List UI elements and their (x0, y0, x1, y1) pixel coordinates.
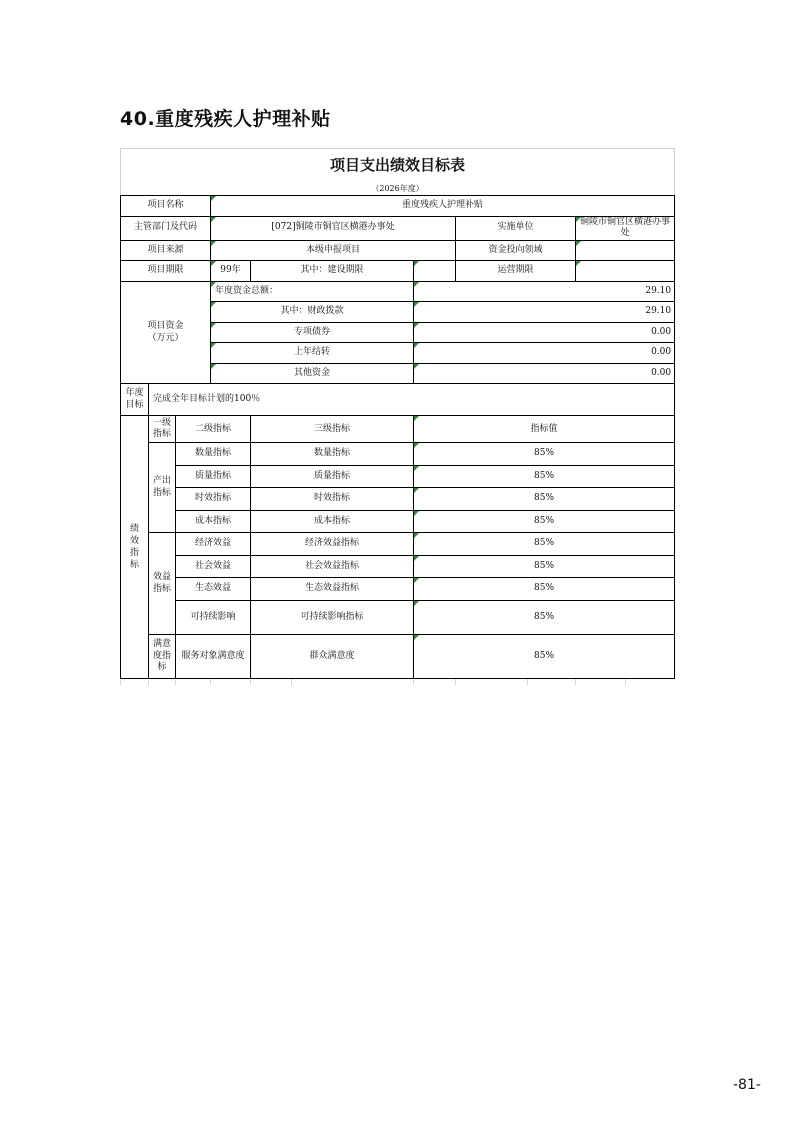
level2-cell: 数量指标 (176, 443, 251, 466)
fund-value: 29.10 (414, 302, 675, 323)
spacer-cell (251, 678, 292, 685)
level2-header: 二级指标 (176, 416, 251, 443)
level1-header: 一级 指标 (149, 416, 176, 443)
level3-cell: 经济效益指标 (251, 533, 414, 556)
indicator-value-cell: 85% (414, 465, 675, 488)
level3-cell: 群众满意度 (251, 634, 414, 678)
section-title: 40.重度残疾人护理补贴 (120, 108, 331, 130)
level3-cell: 时效指标 (251, 488, 414, 511)
performance-target-table (120, 148, 674, 685)
department-value: [072]铜陵市铜官区横港办事处 (211, 216, 456, 240)
spacer-cell (149, 678, 176, 685)
fund-label: 年度资金总额： (211, 281, 414, 302)
investment-field-label: 资金投向领域 (456, 240, 576, 261)
table-year: （2026年度） (121, 183, 675, 196)
spacer-cell (292, 678, 414, 685)
spacer-cell (626, 678, 675, 685)
period-value: 99年 (211, 261, 251, 282)
fund-label: 专项债券 (211, 322, 414, 343)
spacer-cell (414, 678, 456, 685)
fund-value: 0.00 (414, 343, 675, 364)
project-name-value: 重度残疾人护理补贴 (211, 196, 675, 217)
spacer-cell (456, 678, 528, 685)
spacer-cell (121, 678, 149, 685)
fund-label: 其他资金 (211, 363, 414, 384)
level2-cell: 社会效益 (176, 555, 251, 578)
period-label: 项目期限 (121, 261, 211, 282)
implementer-label: 实施单位 (456, 216, 576, 240)
page-number: -81- (733, 1077, 761, 1093)
project-name-label: 项目名称 (121, 196, 211, 217)
funds-label: 项目资金 （万元） (121, 281, 211, 384)
fund-value: 29.10 (414, 281, 675, 302)
level3-header: 三级指标 (251, 416, 414, 443)
indicator-value-cell: 85% (414, 510, 675, 533)
indicator-value-cell: 85% (414, 555, 675, 578)
level1-cell: 产出 指标 (149, 443, 176, 533)
indicator-value-cell: 85% (414, 443, 675, 466)
level3-cell: 可持续影响指标 (251, 600, 414, 634)
construction-period-label: 其中：建设期限 (251, 261, 414, 282)
implementer-value: 铜陵市铜官区横港办事处 (576, 216, 675, 240)
fund-label: 上年结转 (211, 343, 414, 364)
level2-cell: 生态效益 (176, 578, 251, 601)
investment-field-value (576, 240, 675, 261)
level3-cell: 生态效益指标 (251, 578, 414, 601)
level3-cell: 成本指标 (251, 510, 414, 533)
spacer-cell (528, 678, 576, 685)
spacer-cell (576, 678, 626, 685)
construction-period-value (414, 261, 456, 282)
level2-cell: 质量指标 (176, 465, 251, 488)
level3-cell: 社会效益指标 (251, 555, 414, 578)
indicator-value-cell: 85% (414, 634, 675, 678)
level1-cell: 满意 度指 标 (149, 634, 176, 678)
fund-label: 其中：财政拨款 (211, 302, 414, 323)
source-label: 项目来源 (121, 240, 211, 261)
level2-cell: 时效指标 (176, 488, 251, 511)
fund-value: 0.00 (414, 363, 675, 384)
indicator-value-cell: 85% (414, 533, 675, 556)
annual-goal-label: 年度 目标 (121, 384, 149, 416)
spacer-cell (211, 678, 251, 685)
department-label: 主管部门及代码 (121, 216, 211, 240)
indicator-value-cell: 85% (414, 488, 675, 511)
table-title: 项目支出绩效目标表 (121, 149, 675, 184)
level3-cell: 质量指标 (251, 465, 414, 488)
level2-cell: 经济效益 (176, 533, 251, 556)
operation-period-value (576, 261, 675, 282)
annual-goal-value: 完成全年目标计划的100％ (149, 384, 675, 416)
indicator-value-cell: 85% (414, 600, 675, 634)
level2-cell: 服务对象满意度 (176, 634, 251, 678)
indicator-value-cell: 85% (414, 578, 675, 601)
indicator-value-header: 指标值 (414, 416, 675, 443)
perf-indicators-label: 绩 效 指 标 (121, 416, 149, 679)
fund-value: 0.00 (414, 322, 675, 343)
spacer-cell (176, 678, 211, 685)
spacer-row (121, 678, 675, 685)
level2-cell: 成本指标 (176, 510, 251, 533)
level1-cell: 效益 指标 (149, 533, 176, 635)
level2-cell: 可持续影响 (176, 600, 251, 634)
operation-period-label: 运营期限 (456, 261, 576, 282)
source-value: 本级申报项目 (211, 240, 456, 261)
level3-cell: 数量指标 (251, 443, 414, 466)
